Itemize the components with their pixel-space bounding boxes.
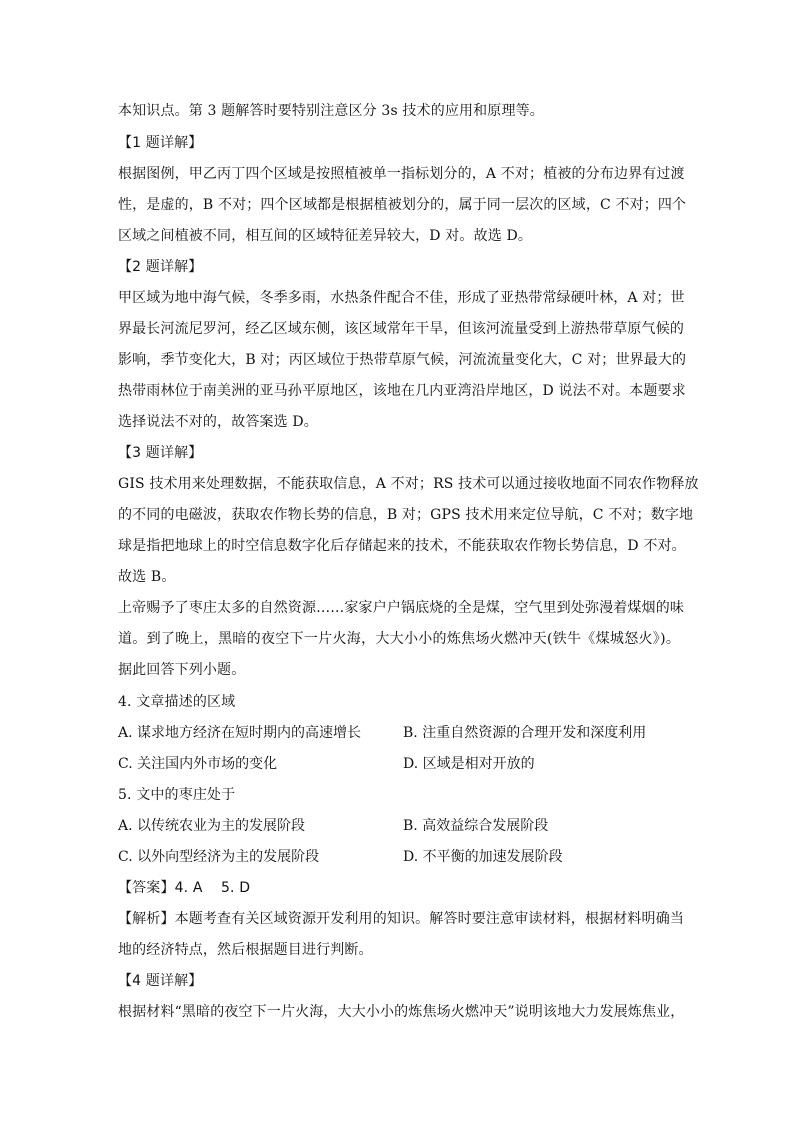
answer-line: 【答案】4. A 5. D [118,880,251,896]
analysis-line-1: 【解析】本题考查有关区域资源开发利用的知识。解答时要注意审读材料，根据材料明确当 [118,911,684,927]
q3-line-1: GIS 技术用来处理数据，不能获取信息，A 不对；RS 技术可以通过接收地面不同农作物释放 [118,476,699,492]
question-4-option-d: D. 区域是相对开放的 [403,756,535,772]
q4-heading: 【4 题详解】 [118,973,203,989]
q2-line-2: 界最长河流尼罗河，经乙区域东侧，该区域常年干旱，但该河流量受到上游热带草原气候的 [118,321,684,337]
q2-heading: 【2 题详解】 [118,259,203,275]
question-5-option-b: B. 高效益综合发展阶段 [403,818,549,834]
q2-line-1: 甲区域为地中海气候，冬季多雨，水热条件配合不佳，形成了亚热带常绿硬叶林，A 对；世 [118,290,685,306]
question-4-option-c: C. 关注国内外市场的变化 [118,756,278,772]
q3-line-2: 的不同的电磁波，获取农作物长势的信息，B 对；GPS 技术用来定位导航，C 不对；数字地 [118,507,694,523]
question-4-option-a: A. 谋求地方经济在短时期内的高速增长 [118,725,362,741]
question-5-option-d: D. 不平衡的加速发展阶段 [403,849,563,865]
question-5-option-a: A. 以传统农业为主的发展阶段 [118,818,306,834]
q3-line-3: 球是指把地球上的时空信息数字化后存储起来的技术，不能获取农作物长势信息，D 不对。 [118,538,686,554]
intro-line: 本知识点。第 3 题解答时要特别注意区分 3s 技术的应用和原理等。 [118,103,544,119]
question-5-stem: 5. 文中的枣庄处于 [118,787,236,803]
q2-line-5: 选择说法不对的，故答案选 D。 [118,414,318,430]
q1-line-1: 根据图例，甲乙丙丁四个区域是按照植被单一指标划分的，A 不对；植被的分布边界有过渡 [118,166,685,182]
analysis-line-2: 地的经济特点，然后根据题目进行判断。 [118,942,373,958]
question-4-stem: 4. 文章描述的区域 [118,694,236,710]
question-5-option-c: C. 以外向型经济为主的发展阶段 [118,849,320,865]
q1-heading: 【1 题详解】 [118,135,203,151]
passage-line-1: 上帝赐予了枣庄太多的自然资源……家家户户锅底烧的全是煤，空气里到处弥漫着煤烟的味 [118,600,684,616]
q4-line-1: 根据材料“黑暗的夜空下一片火海，大大小小的炼焦场火燃冲天”说明该地大力发展炼焦业， [118,1004,685,1020]
passage-line-2: 道。到了晚上，黑暗的夜空下一片火海，大大小小的炼焦场火燃冲天(铁牛《煤城怒火》)。 [118,631,680,647]
passage-line-3: 据此回答下列小题。 [118,662,246,678]
q3-line-4: 故选 B。 [118,569,176,585]
question-4-option-b: B. 注重自然资源的合理开发和深度利用 [403,725,647,741]
q1-line-3: 区域之间植被不同，相互间的区域特征差异较大，D 对。故选 D。 [118,228,532,244]
q2-line-4: 热带雨林位于南美洲的亚马孙平原地区，该地在几内亚湾沿岸地区，D 说法不对。本题要求 [118,383,686,399]
q2-line-3: 影响，季节变化大，B 对；丙区域位于热带草原气候，河流流量变化大，C 对；世界最大的 [118,352,687,368]
q1-line-2: 性，是虚的，B 不对；四个区域都是根据植被划分的，属于同一层次的区域，C 不对；四个 [118,197,687,213]
q3-heading: 【3 题详解】 [118,445,203,461]
